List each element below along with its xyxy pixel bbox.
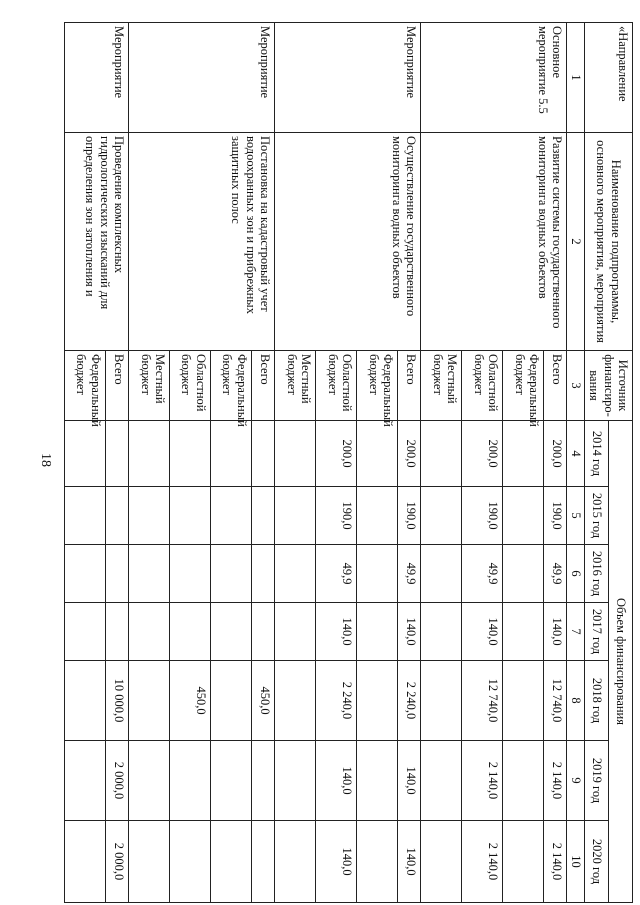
amount-cell: [64, 741, 105, 821]
amount-cell: [503, 741, 544, 821]
amount-cell: 140,0: [316, 821, 357, 903]
amount-cell: [421, 545, 462, 603]
header-name: Наименование подпрограммы, основного мероприятия, мероприятия: [584, 133, 632, 351]
amount-cell: [275, 821, 316, 903]
amount-cell: 49,9: [462, 545, 503, 603]
amount-cell: 2 240,0: [316, 661, 357, 741]
source-cell: Федеральный бюджет: [210, 351, 251, 421]
source-cell: Областной бюджет: [316, 351, 357, 421]
amount-cell: [357, 421, 398, 487]
amount-cell: 49,9: [316, 545, 357, 603]
amount-cell: [64, 421, 105, 487]
amount-cell: 140,0: [316, 741, 357, 821]
amount-cell: 2 140,0: [544, 821, 567, 903]
amount-cell: [357, 545, 398, 603]
activity-name-cell: Осуществление государственного мониторинга водных объектов: [275, 133, 421, 351]
source-cell: Местный бюджет: [275, 351, 316, 421]
amount-cell: [129, 741, 170, 821]
amount-cell: 2 000,0: [105, 821, 128, 903]
amount-cell: [129, 545, 170, 603]
amount-cell: [357, 487, 398, 545]
amount-cell: [503, 487, 544, 545]
amount-cell: [169, 821, 210, 903]
amount-cell: [64, 821, 105, 903]
row-type-cell: Мероприятие: [129, 23, 275, 133]
column-number: 5: [567, 487, 584, 545]
amount-cell: [169, 603, 210, 661]
amount-cell: [275, 545, 316, 603]
amount-cell: [251, 821, 274, 903]
row-type-cell: Основное мероприятие 5.5: [421, 23, 567, 133]
amount-cell: 190,0: [316, 487, 357, 545]
amount-cell: [129, 421, 170, 487]
activity-name-cell: Развитие системы государственного мониторинга водных объектов: [421, 133, 567, 351]
amount-cell: 2 240,0: [397, 661, 420, 741]
amount-cell: [105, 487, 128, 545]
amount-cell: 200,0: [462, 421, 503, 487]
activity-name-cell: Проведение комплексных гидрологических изысканий для определения зон затопления и: [64, 133, 128, 351]
amount-cell: 140,0: [544, 603, 567, 661]
amount-cell: 12 740,0: [462, 661, 503, 741]
amount-cell: [357, 821, 398, 903]
amount-cell: [275, 603, 316, 661]
amount-cell: 450,0: [251, 661, 274, 741]
column-number: 1: [567, 23, 584, 133]
amount-cell: [129, 821, 170, 903]
source-cell: Всего: [544, 351, 567, 421]
activity-name-cell: Постановка на кадастровый учет водоохранных зон и прибрежных защитных полос: [129, 133, 275, 351]
amount-cell: [421, 661, 462, 741]
amount-cell: [64, 545, 105, 603]
source-cell: Всего: [397, 351, 420, 421]
amount-cell: 2 140,0: [544, 741, 567, 821]
source-cell: Всего: [251, 351, 274, 421]
amount-cell: [275, 421, 316, 487]
table-row: [105, 23, 128, 903]
amount-cell: 140,0: [397, 821, 420, 903]
amount-cell: 2 140,0: [462, 821, 503, 903]
amount-cell: [129, 603, 170, 661]
amount-cell: [357, 741, 398, 821]
amount-cell: 140,0: [462, 603, 503, 661]
amount-cell: [251, 487, 274, 545]
amount-cell: [503, 821, 544, 903]
amount-cell: [421, 487, 462, 545]
year-header: 2014 год: [584, 421, 608, 487]
row-type-cell: Мероприятие: [64, 23, 128, 133]
column-number: 9: [567, 741, 584, 821]
amount-cell: 12 740,0: [544, 661, 567, 741]
amount-cell: [251, 421, 274, 487]
amount-cell: [503, 661, 544, 741]
page-number: 18: [38, 453, 53, 467]
header-direction: «Направление: [584, 23, 632, 133]
amount-cell: [275, 741, 316, 821]
row-type-cell: Мероприятие: [275, 23, 421, 133]
amount-cell: [129, 487, 170, 545]
amount-cell: [169, 741, 210, 821]
column-number: 4: [567, 421, 584, 487]
column-number: 2: [567, 133, 584, 351]
amount-cell: [210, 487, 251, 545]
amount-cell: 200,0: [544, 421, 567, 487]
source-cell: Федеральный бюджет: [503, 351, 544, 421]
source-cell: Федеральный бюджет: [357, 351, 398, 421]
amount-cell: 2 140,0: [462, 741, 503, 821]
amount-cell: [169, 545, 210, 603]
source-cell: Местный бюджет: [129, 351, 170, 421]
amount-cell: 49,9: [397, 545, 420, 603]
header-source: Источник финансиро-вания: [584, 351, 632, 421]
table-row: [251, 23, 274, 903]
amount-cell: 2 000,0: [105, 741, 128, 821]
source-cell: Местный бюджет: [421, 351, 462, 421]
amount-cell: [210, 545, 251, 603]
amount-cell: 190,0: [544, 487, 567, 545]
amount-cell: [64, 661, 105, 741]
amount-cell: [210, 661, 251, 741]
table-row: [397, 23, 420, 903]
amount-cell: [210, 421, 251, 487]
amount-cell: [421, 603, 462, 661]
column-number: 3: [567, 351, 584, 421]
financing-table: [64, 22, 633, 903]
amount-cell: 190,0: [462, 487, 503, 545]
amount-cell: [105, 603, 128, 661]
amount-cell: 140,0: [397, 741, 420, 821]
source-cell: Областной бюджет: [462, 351, 503, 421]
amount-cell: [503, 545, 544, 603]
amount-cell: [503, 603, 544, 661]
amount-cell: 140,0: [316, 603, 357, 661]
table-row: [544, 23, 567, 903]
amount-cell: [169, 487, 210, 545]
year-header: 2017 год: [584, 603, 608, 661]
amount-cell: 450,0: [169, 661, 210, 741]
rotated-table-container: [73, 22, 633, 902]
amount-cell: [357, 661, 398, 741]
column-number: 8: [567, 661, 584, 741]
year-header: 2020 год: [584, 821, 608, 903]
amount-cell: 140,0: [397, 603, 420, 661]
amount-cell: [421, 741, 462, 821]
amount-cell: [210, 821, 251, 903]
amount-cell: [210, 603, 251, 661]
amount-cell: [251, 545, 274, 603]
source-cell: Областной бюджет: [169, 351, 210, 421]
column-numbers-row: [567, 23, 584, 903]
amount-cell: [129, 661, 170, 741]
amount-cell: 49,9: [544, 545, 567, 603]
year-header: 2015 год: [584, 487, 608, 545]
amount-cell: 10 000,0: [105, 661, 128, 741]
column-number: 7: [567, 603, 584, 661]
amount-cell: 200,0: [316, 421, 357, 487]
amount-cell: [105, 545, 128, 603]
year-header: 2019 год: [584, 741, 608, 821]
column-number: 10: [567, 821, 584, 903]
amount-cell: 190,0: [397, 487, 420, 545]
amount-cell: [251, 741, 274, 821]
amount-cell: [210, 741, 251, 821]
source-cell: Всего: [105, 351, 128, 421]
amount-cell: [64, 603, 105, 661]
amount-cell: [357, 603, 398, 661]
column-number: 6: [567, 545, 584, 603]
amount-cell: [105, 421, 128, 487]
header-volume: Объем финансирования: [608, 421, 632, 903]
amount-cell: 200,0: [397, 421, 420, 487]
amount-cell: [275, 661, 316, 741]
amount-cell: [503, 421, 544, 487]
amount-cell: [421, 421, 462, 487]
amount-cell: [169, 421, 210, 487]
year-header: 2016 год: [584, 545, 608, 603]
source-cell: Федеральный бюджет: [64, 351, 105, 421]
amount-cell: [251, 603, 274, 661]
header-row: [608, 23, 632, 903]
amount-cell: [64, 487, 105, 545]
year-header: 2018 год: [584, 661, 608, 741]
amount-cell: [421, 821, 462, 903]
amount-cell: [275, 487, 316, 545]
